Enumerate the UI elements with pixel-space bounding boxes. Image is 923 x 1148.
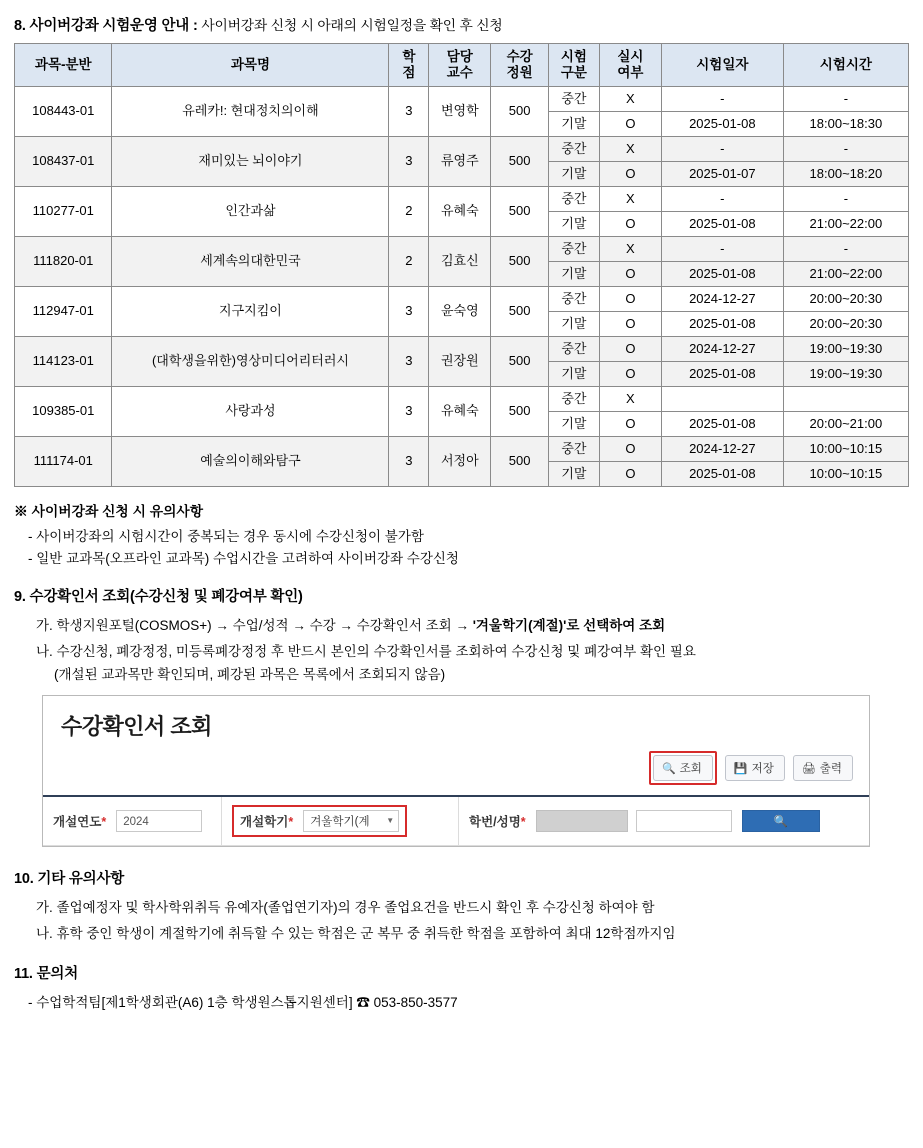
cell-exam-held: O [599, 437, 661, 462]
cell-capacity: 500 [491, 337, 549, 387]
cell-professor: 권장원 [429, 337, 491, 387]
cell-exam-date: 2025-01-08 [661, 112, 783, 137]
cell-exam-time: 20:00~21:00 [783, 412, 908, 437]
table-row [15, 87, 909, 112]
cell-exam-held: O [599, 312, 661, 337]
cell-exam-held: O [599, 287, 661, 312]
table-row [15, 287, 909, 312]
col-header-name [112, 44, 389, 87]
section-8-separator: : [192, 18, 198, 34]
cell-exam-date: - [661, 87, 783, 112]
cell-exam-type: 중간 [548, 337, 599, 362]
cell-exam-held: O [599, 212, 661, 237]
cell-course-code: 109385-01 [15, 387, 112, 437]
cell-exam-time: 21:00~22:00 [783, 262, 908, 287]
cell-exam-time: 10:00~10:15 [783, 462, 908, 487]
cell-course-name: 재미있는 뇌이야기 [112, 137, 389, 187]
cell-credit: 3 [389, 437, 429, 487]
print-button[interactable] [793, 755, 853, 781]
cell-course-code: 108443-01 [15, 87, 112, 137]
inquiry-button[interactable] [653, 755, 713, 781]
term-label [240, 812, 293, 830]
cell-exam-time: 20:00~20:30 [783, 312, 908, 337]
cyber-notice-line-1: - 사이버강좌의 시험시간이 중복되는 경우 동시에 수강신청이 불가함 [28, 529, 424, 544]
section-9-item-b-cont: (개설된 교과목만 확인되며, 폐강된 과목은 목록에서 조회되지 않음) [54, 667, 446, 682]
section-11-number: 11. [14, 966, 33, 982]
cell-exam-held: O [599, 412, 661, 437]
table-body [15, 87, 909, 487]
cell-exam-type: 기말 [548, 212, 599, 237]
cell-exam-type: 기말 [548, 362, 599, 387]
section-9-item-b: 나. 수강신청, 폐강정정, 미등록폐강정정 후 반드시 본인의 수강확인서를 조회하여 수강신청 및 폐강여부 확인 필요 [36, 644, 696, 659]
term-required-mark: * [288, 815, 294, 829]
print-button-label: 출력 [819, 763, 842, 775]
cell-course-code: 110277-01 [15, 187, 112, 237]
table-row [15, 237, 909, 262]
col-header-exam-date [661, 44, 783, 87]
section-9-item-a-bold: '겨울학기(계절)'로 선택하여 조회 [472, 618, 666, 633]
student-filter-cell [459, 797, 869, 845]
section-11-title [14, 962, 909, 983]
panel-title: 수강확인서 조회 [61, 714, 212, 739]
cell-exam-type: 중간 [548, 87, 599, 112]
table-header [15, 44, 909, 87]
cell-exam-held: X [599, 237, 661, 262]
cell-exam-time [783, 387, 908, 412]
cell-exam-held: O [599, 337, 661, 362]
cell-exam-type: 기말 [548, 412, 599, 437]
table-row [15, 187, 909, 212]
col-header-name-label: 과목명 [230, 57, 271, 73]
cell-course-name: (대학생을위한)영상미디어리터러시 [112, 337, 389, 387]
phone-icon: ☎ [356, 995, 370, 1010]
cell-exam-date: 2025-01-08 [661, 362, 783, 387]
year-label-text: 개설연도 [53, 815, 102, 829]
chevron-down-icon: ▼ [386, 816, 395, 825]
search-button-highlight [649, 751, 717, 785]
section-10-heading: 기타 유의사항 [37, 871, 125, 887]
section-9 [14, 585, 909, 847]
section-8-number: 8. [14, 18, 26, 34]
cell-exam-time: 19:00~19:30 [783, 362, 908, 387]
cell-exam-time: 18:00~18:30 [783, 112, 908, 137]
section-11-heading: 문의처 [36, 966, 79, 982]
col-header-code-label: 과목-분반 [34, 57, 92, 73]
print-icon: 🖨 [801, 762, 816, 775]
section-9-title [14, 585, 909, 606]
col-header-exam-type-line1: 시험 [560, 49, 587, 65]
save-button[interactable] [725, 755, 785, 781]
cell-exam-date: 2025-01-08 [661, 462, 783, 487]
cell-capacity: 500 [491, 287, 549, 337]
cell-professor: 김효신 [429, 237, 491, 287]
course-confirmation-panel [42, 695, 870, 847]
col-header-capacity-line1: 수강 [506, 49, 533, 65]
table-row [15, 337, 909, 362]
cell-exam-type: 기말 [548, 312, 599, 337]
cell-professor: 유혜숙 [429, 187, 491, 237]
student-label-text: 학번/성명 [469, 815, 521, 829]
section-10-item-a: 가. 졸업예정자 및 학사학위취득 유예자(졸업연기자)의 경우 졸업요건을 반드시 확인 후 수강신청 하여야 함 [36, 900, 655, 915]
year-filter-cell [43, 797, 221, 845]
cell-exam-time: - [783, 87, 908, 112]
cyber-notice-line-2: - 일반 교과목(오프라인 교과목) 수업시간을 고려하여 사이버강좌 수강신청 [28, 551, 459, 566]
cell-exam-time: - [783, 187, 908, 212]
cell-exam-date: 2025-01-08 [661, 412, 783, 437]
cell-exam-held: O [599, 162, 661, 187]
cell-course-code: 111820-01 [15, 237, 112, 287]
contact-phone: 053-850-3577 [373, 995, 458, 1010]
cell-exam-held: O [599, 362, 661, 387]
cell-course-name: 지구지킴이 [112, 287, 389, 337]
col-header-professor-line1: 담당 [446, 49, 473, 65]
col-header-professor [429, 44, 491, 87]
cell-course-code: 111174-01 [15, 437, 112, 487]
cell-exam-time: 10:00~10:15 [783, 437, 908, 462]
cell-credit: 3 [389, 87, 429, 137]
cell-exam-date: 2025-01-08 [661, 212, 783, 237]
table-row [15, 437, 909, 462]
cell-exam-type: 중간 [548, 237, 599, 262]
cell-course-code: 112947-01 [15, 287, 112, 337]
cell-exam-time: - [783, 237, 908, 262]
student-label [469, 812, 526, 830]
section-11-contact [28, 991, 909, 1011]
cell-exam-held: O [599, 112, 661, 137]
cell-credit: 2 [389, 187, 429, 237]
cell-exam-date: 2024-12-27 [661, 287, 783, 312]
cell-exam-date: 2025-01-08 [661, 262, 783, 287]
cell-course-name: 예술의이해와탐구 [112, 437, 389, 487]
cell-exam-type: 중간 [548, 437, 599, 462]
cell-exam-held: X [599, 137, 661, 162]
col-header-credit-line1: 학 [402, 49, 416, 65]
cell-exam-held: O [599, 462, 661, 487]
section-8-title [14, 14, 909, 35]
col-header-exam-time-label: 시험시간 [819, 57, 872, 73]
table-row [15, 387, 909, 412]
cell-credit: 2 [389, 237, 429, 287]
cell-exam-held: X [599, 87, 661, 112]
cell-exam-date [661, 387, 783, 412]
cell-exam-time: 19:00~19:30 [783, 337, 908, 362]
cell-exam-date: - [661, 187, 783, 212]
term-filter-cell [222, 797, 458, 845]
col-header-code [15, 44, 112, 87]
term-filter-highlight [232, 805, 407, 837]
cell-exam-held: O [599, 262, 661, 287]
term-select[interactable] [303, 810, 399, 832]
cell-capacity: 500 [491, 87, 549, 137]
term-label-text: 개설학기 [240, 815, 289, 829]
year-input[interactable]: 2024 [116, 810, 202, 832]
col-header-exam-type [548, 44, 599, 87]
cell-course-name: 세계속의대한민국 [112, 237, 389, 287]
cell-professor: 류영주 [429, 137, 491, 187]
section-10 [14, 867, 909, 942]
col-header-exam-date-label: 시험일자 [696, 57, 749, 73]
cell-course-code: 114123-01 [15, 337, 112, 387]
cell-capacity: 500 [491, 387, 549, 437]
col-header-held [599, 44, 661, 87]
inquiry-button-label: 조회 [679, 763, 702, 775]
cell-professor: 변영학 [429, 87, 491, 137]
cell-credit: 3 [389, 387, 429, 437]
section-10-item-b: 나. 휴학 중인 학생이 계절학기에 취득할 수 있는 학점은 군 복무 중 취득한 학점을 포함하여 최대 12학점까지임 [36, 926, 676, 941]
search-icon: 🔍 [661, 762, 676, 775]
section-8-subtitle: 사이버강좌 신청 시 아래의 시험일정을 확인 후 신청 [201, 18, 503, 33]
cell-professor: 유혜숙 [429, 387, 491, 437]
table-header-row [15, 44, 909, 87]
cell-capacity: 500 [491, 137, 549, 187]
cell-professor: 윤숙영 [429, 287, 491, 337]
cell-credit: 3 [389, 287, 429, 337]
col-header-exam-type-line2: 구분 [560, 65, 587, 80]
cell-course-name: 인간과삶 [112, 187, 389, 237]
cell-credit: 3 [389, 337, 429, 387]
cell-exam-type: 기말 [548, 262, 599, 287]
cyber-notice-heading: ※ 사이버강좌 신청 시 유의사항 [14, 504, 204, 519]
col-header-held-line2: 여부 [617, 65, 644, 80]
section-9-number: 9. [14, 589, 26, 605]
cell-exam-type: 중간 [548, 287, 599, 312]
cell-capacity: 500 [491, 237, 549, 287]
save-button-label: 저장 [751, 763, 774, 775]
term-select-value: 겨울학기(계 [310, 816, 370, 828]
year-required-mark: * [101, 815, 107, 829]
cell-exam-date: 2025-01-07 [661, 162, 783, 187]
cell-exam-type: 중간 [548, 387, 599, 412]
cell-professor: 서정아 [429, 437, 491, 487]
cell-credit: 3 [389, 137, 429, 187]
col-header-exam-time [783, 44, 908, 87]
cell-exam-time: 18:00~18:20 [783, 162, 908, 187]
col-header-professor-line2: 교수 [446, 65, 473, 80]
cell-exam-date: - [661, 137, 783, 162]
cell-exam-type: 중간 [548, 137, 599, 162]
cell-exam-type: 중간 [548, 187, 599, 212]
student-required-mark: * [520, 815, 526, 829]
section-10-title [14, 867, 909, 888]
cell-exam-time: 21:00~22:00 [783, 212, 908, 237]
cell-course-code: 108437-01 [15, 137, 112, 187]
col-header-credit [389, 44, 429, 87]
cell-exam-type: 기말 [548, 462, 599, 487]
save-icon: 💾 [733, 762, 748, 775]
cell-course-name: 사랑과성 [112, 387, 389, 437]
student-name-field[interactable] [636, 810, 732, 832]
cell-capacity: 500 [491, 437, 549, 487]
panel-button-group [43, 751, 869, 795]
section-9-item-a-prefix: 가. 학생지원포털(COSMOS+) → 수업/성적 → 수강 → 수강확인서 조회 → [36, 618, 473, 633]
cell-exam-date: 2024-12-27 [661, 437, 783, 462]
cell-exam-date: 2024-12-27 [661, 337, 783, 362]
cell-course-name: 유레카!: 현대정치의이해 [112, 87, 389, 137]
cell-exam-held: X [599, 387, 661, 412]
col-header-held-line1: 실시 [617, 49, 644, 65]
section-9-item-a [36, 614, 909, 634]
section-8-heading: 사이버강좌 시험운영 안내 [29, 18, 190, 34]
exam-schedule-table [14, 43, 909, 487]
student-search-button[interactable] [742, 810, 820, 832]
filter-row [43, 797, 869, 846]
section-10-number: 10. [14, 871, 34, 887]
table-row [15, 137, 909, 162]
cell-exam-type: 기말 [548, 162, 599, 187]
col-header-capacity-line2: 정원 [506, 65, 533, 80]
cell-capacity: 500 [491, 187, 549, 237]
search-icon: 🔍 [773, 816, 788, 828]
cell-exam-date: 2025-01-08 [661, 312, 783, 337]
cell-exam-time: - [783, 137, 908, 162]
cell-exam-held: X [599, 187, 661, 212]
section-11 [14, 962, 909, 1011]
cell-exam-date: - [661, 237, 783, 262]
section-9-heading: 수강확인서 조회(수강신청 및 폐강여부 확인) [29, 589, 303, 605]
cell-exam-time: 20:00~20:30 [783, 287, 908, 312]
year-label [53, 812, 106, 830]
contact-office: - 수업학적팀[제1학생회관(A6) 1층 학생원스톱지원센터] [28, 995, 357, 1010]
cell-exam-type: 기말 [548, 112, 599, 137]
col-header-credit-line2: 점 [402, 65, 416, 80]
student-id-field[interactable] [536, 810, 628, 832]
col-header-capacity [491, 44, 549, 87]
